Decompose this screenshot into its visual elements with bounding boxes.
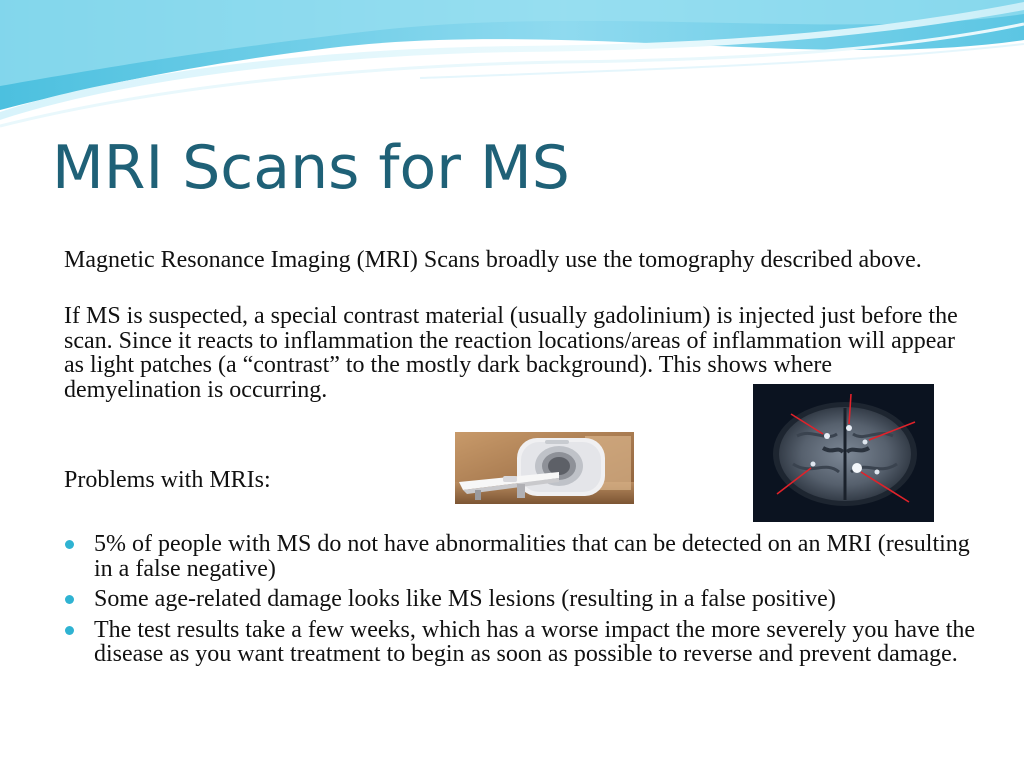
bullet-dot-icon	[65, 540, 74, 549]
list-item-text: Some age-related damage looks like MS lesions (resulting in a false positive)	[94, 586, 836, 612]
brain-scan-image	[753, 384, 934, 522]
intro-paragraph: Magnetic Resonance Imaging (MRI) Scans broadly use the tomography described above.	[64, 247, 922, 273]
list-item	[64, 532, 979, 581]
list-item-text: 5% of people with MS do not have abnormalities that can be detected on an MRI (resulting in a false negative)	[94, 531, 970, 582]
contrast-paragraph: If MS is suspected, a special contrast material (usually gadolinium) is injected just before the scan. Since it reacts to inflammation the reaction locations/areas of inflammation will appear as light patches (a “contrast” to the mostly dark background). This shows where demyelination is occurring.	[64, 303, 958, 403]
list-item-text: The test results take a few weeks, which has a worse impact the more severely you have the disease as you want treatment to begin as soon as possible to reverse and prevent damage.	[94, 616, 976, 667]
slide-title: MRI Scans for MS	[52, 133, 570, 203]
bullet-dot-icon	[65, 595, 74, 604]
problems-list	[64, 532, 979, 673]
header-wave-decoration	[0, 0, 1024, 130]
mri-machine-photo	[455, 432, 634, 504]
list-item	[64, 587, 979, 612]
problems-heading: Problems with MRIs:	[64, 467, 271, 493]
list-item	[64, 618, 979, 667]
bullet-dot-icon	[65, 626, 74, 635]
